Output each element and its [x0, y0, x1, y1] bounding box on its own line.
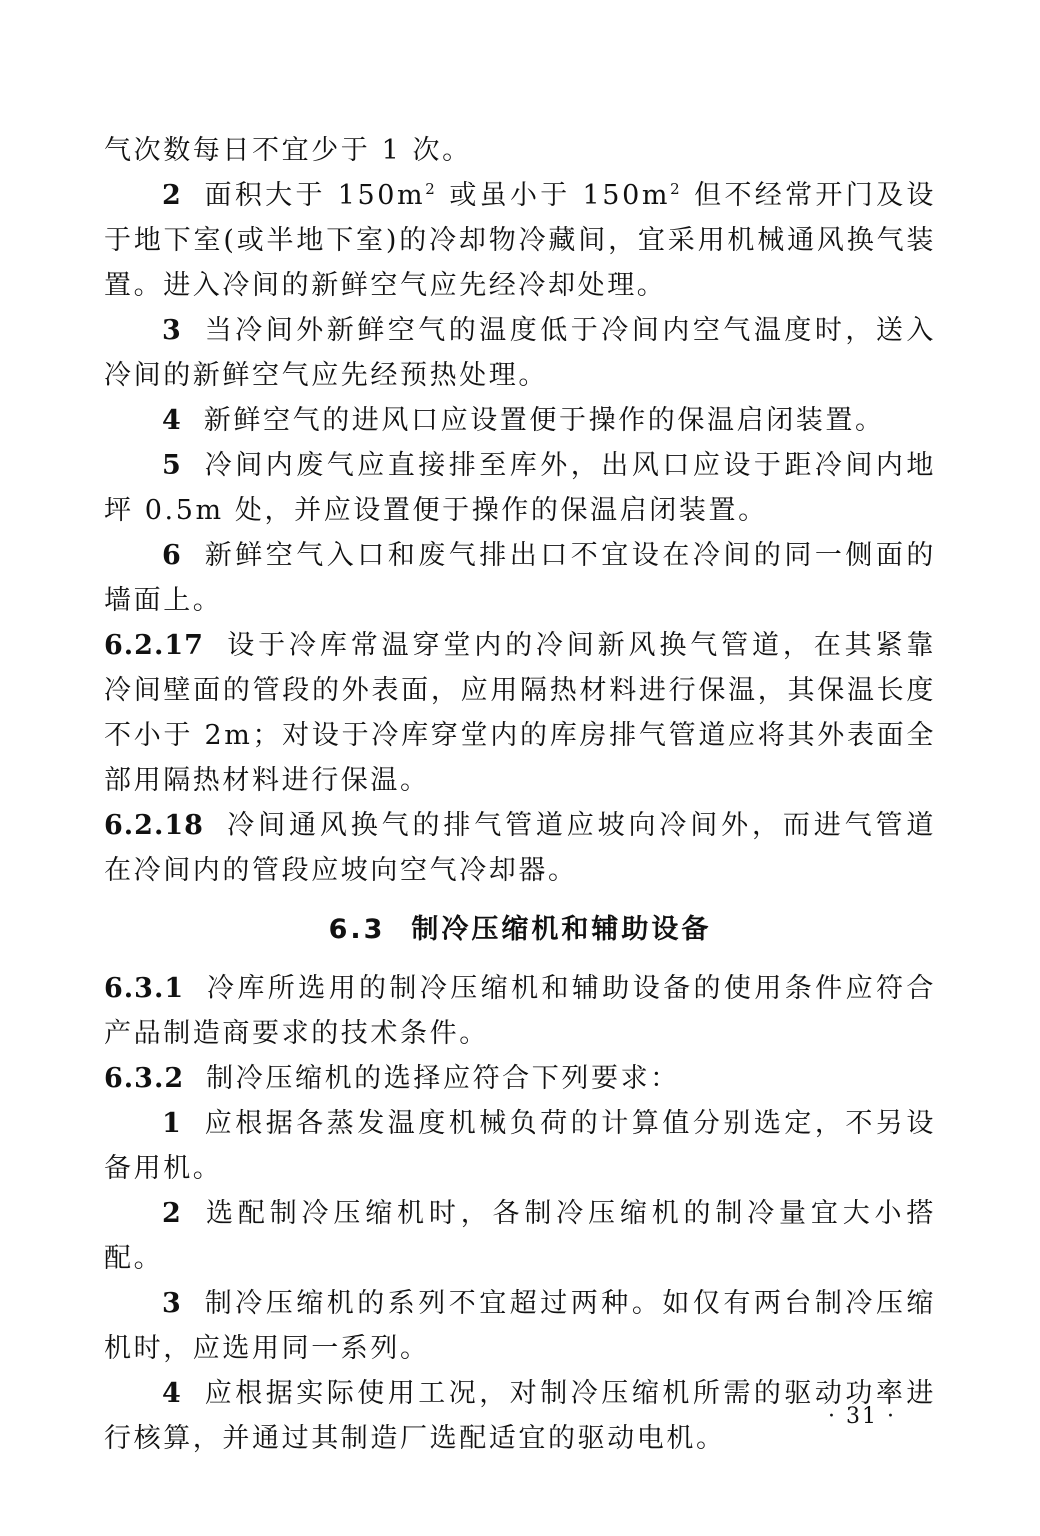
list-item	[104, 1191, 936, 1281]
item-text: 冷间内废气应直接排至库外，出风口应设于距冷间内地坪 0.5m 处，并应设置便于操作的保温启闭装置。	[104, 450, 936, 526]
clause-paragraph	[104, 803, 936, 893]
item-text: 新鲜空气入口和废气排出口不宜设在冷间的同一侧面的墙面上。	[104, 540, 936, 616]
clause-paragraph	[104, 966, 936, 1056]
page-number: · 31 ·	[828, 1404, 896, 1429]
clause-text: 冷间通风换气的排气管道应坡向冷间外，而进气管道在冷间内的管段应坡向空气冷却器。	[104, 810, 936, 886]
item-number: 3	[162, 1288, 182, 1319]
item-number: 2	[162, 180, 182, 211]
item-text: 新鲜空气的进风口应设置便于操作的保温启闭装置。	[203, 405, 885, 436]
clause-text: 冷库所选用的制冷压缩机和辅助设备的使用条件应符合产品制造商要求的技术条件。	[104, 973, 936, 1049]
clause-paragraph	[104, 623, 936, 803]
page-body	[104, 128, 936, 1461]
item-number: 1	[162, 1108, 182, 1139]
item-text: 面积大于 150m	[203, 180, 426, 211]
superscript: 2	[670, 180, 683, 198]
section-title: 制冷压缩机和辅助设备	[411, 914, 712, 945]
list-item	[104, 443, 936, 533]
list-item	[104, 1101, 936, 1191]
section-heading	[104, 907, 936, 952]
clause-number: 6.2.18	[104, 810, 204, 841]
list-item	[104, 398, 936, 443]
item-text: 当冷间外新鲜空气的温度低于冷间内空气温度时，送入冷间的新鲜空气应先经预热处理。	[104, 315, 936, 391]
item-text: 应根据各蒸发温度机械负荷的计算值分别选定，不另设备用机。	[104, 1108, 936, 1184]
item-text: 或虽小于 150m	[437, 180, 671, 211]
superscript: 2	[425, 180, 438, 198]
list-item	[104, 1371, 936, 1461]
list-item	[104, 173, 936, 308]
item-number: 6	[162, 540, 182, 571]
list-item	[104, 308, 936, 398]
list-item	[104, 1281, 936, 1371]
item-text: 但不经常开门及设于地下室(或半地下室)的冷却物冷藏间，宜采用机械通风换气装置。进入冷间的新鲜空气应先经冷却处理。	[104, 180, 937, 301]
item-text: 应根据实际使用工况，对制冷压缩机所需的驱动功率进行核算，并通过其制造厂选配适宜的驱动电机。	[104, 1378, 936, 1454]
item-text: 选配制冷压缩机时，各制冷压缩机的制冷量宜大小搭配。	[104, 1198, 936, 1274]
clause-paragraph	[104, 1056, 936, 1101]
item-number: 5	[162, 450, 182, 481]
paragraph	[104, 128, 936, 173]
item-number: 3	[162, 315, 182, 346]
clause-text: 设于冷库常温穿堂内的冷间新风换气管道，在其紧靠冷间壁面的管段的外表面，应用隔热材料进行保温，其保温长度不小于 2m；对设于冷库穿堂内的库房排气管道应将其外表面全部用隔热材料进行保温。	[104, 630, 936, 796]
item-text: 制冷压缩机的系列不宜超过两种。如仅有两台制冷压缩机时，应选用同一系列。	[104, 1288, 936, 1364]
paragraph-text: 气次数每日不宜少于 1 次。	[104, 135, 472, 166]
section-number: 6.3	[328, 914, 386, 945]
clause-number: 6.3.2	[104, 1063, 185, 1094]
item-number: 4	[162, 405, 182, 436]
clause-number: 6.2.17	[104, 630, 204, 661]
item-number: 2	[162, 1198, 182, 1229]
clause-text: 制冷压缩机的选择应符合下列要求：	[206, 1063, 680, 1094]
list-item	[104, 533, 936, 623]
item-number: 4	[162, 1378, 182, 1409]
clause-number: 6.3.1	[104, 973, 185, 1004]
